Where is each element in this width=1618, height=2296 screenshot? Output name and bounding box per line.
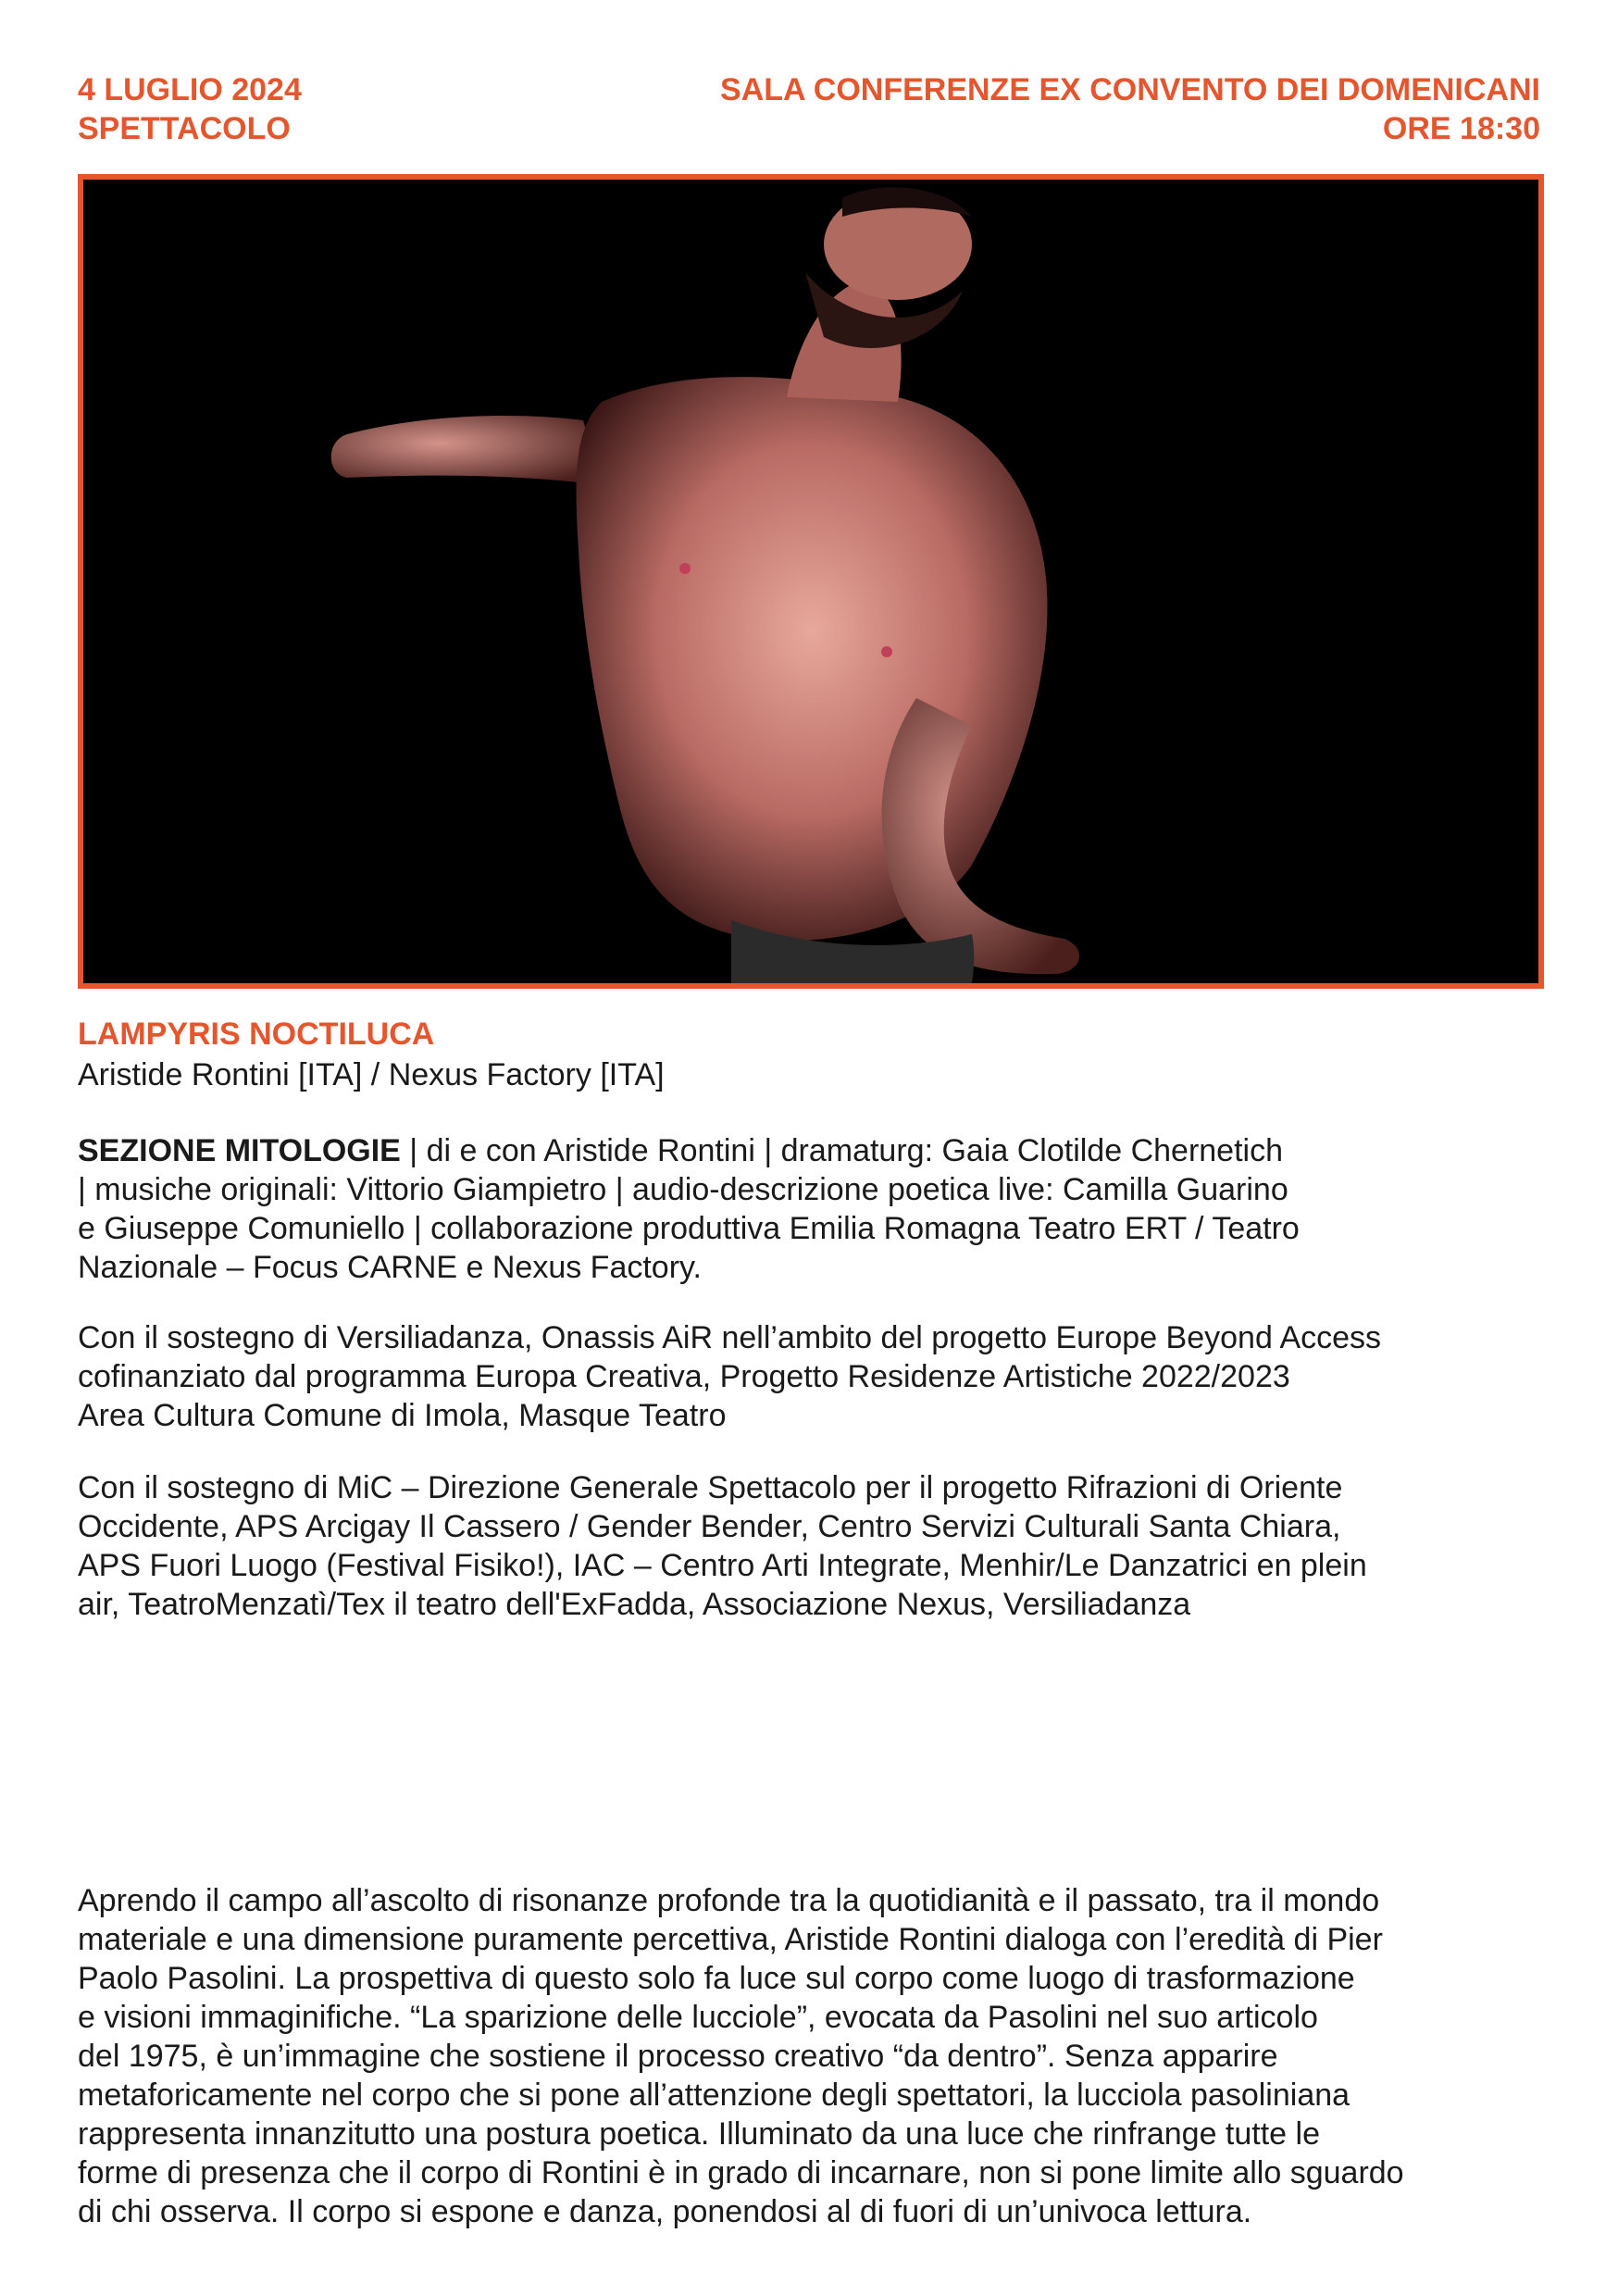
description-paragraph [78,1881,1550,2231]
show-title: LAMPYRIS NOCTILUCA [78,1017,435,1052]
header-left [78,70,302,148]
description-line: Aprendo il campo all’ascolto di risonanze profonde tra la quotidianità e il passato, tra il mondo [78,1883,1380,1918]
description-line: materiale e una dimensione puramente percettiva, Aristide Rontini dialoga con l’eredità di Pier [78,1922,1383,1957]
support-line: Con il sostegno di Versiliadanza, Onassis AiR nell’ambito del progetto Europe Beyond Access [78,1320,1382,1355]
event-venue: SALA CONFERENZE EX CONVENTO DEI DOMENICANI [720,72,1540,107]
event-category: SPETTACOLO [78,111,291,146]
support-line: Area Cultura Comune di Imola, Masque Teatro [78,1398,727,1433]
credits-line [78,1131,1550,1170]
description-line: metaforicamente nel corpo che si pone all’attenzione degli spettatori, la lucciola pasoliniana [78,2078,1350,2113]
support-line: Occidente, APS Arcigay Il Cassero / Gender Bender, Centro Servizi Culturali Santa Chiara, [78,1509,1341,1544]
performer-photo-icon [83,180,1538,983]
credits-line: | musiche originali: Vittorio Giampietro | audio-descrizione poetica live: Camilla Guarino [78,1172,1288,1207]
description-line: di chi osserva. Il corpo si espone e danza, ponendosi al di fuori di un’univoca lettura. [78,2194,1252,2229]
performer-photo [78,174,1544,989]
credits-line-rest: | di e con Aristide Rontini | dramaturg: Gaia Clotilde Chernetich [400,1133,1283,1168]
credits-paragraph [78,1131,1550,1287]
header-right [720,70,1540,148]
section-label: SEZIONE MITOLOGIE [78,1133,401,1168]
support-paragraph-1 [78,1318,1550,1435]
support-line: air, TeatroMenzatì/Tex il teatro dell'ExFadda, Associazione Nexus, Versiliadanza [78,1587,1191,1622]
page-header [78,70,1540,154]
description-line: del 1975, è un’immagine che sostiene il processo creativo “da dentro”. Senza apparire [78,2039,1278,2074]
support-line: APS Fuori Luogo (Festival Fisiko!), IAC – Centro Arti Integrate, Menhir/Le Danzatrici en plein [78,1548,1367,1583]
support-paragraph-2 [78,1468,1550,1624]
description-line: e visioni immaginifiche. “La sparizione delle lucciole”, evocata da Pasolini nel suo articolo [78,2000,1318,2035]
description-line: rappresenta innanzitutto una postura poetica. Illuminato da una luce che rinfrange tutte le [78,2116,1320,2152]
description-line: forme di presenza che il corpo di Rontini è in grado di incarnare, non si pone limite allo sguardo [78,2155,1404,2190]
event-date: 4 LUGLIO 2024 [78,72,302,107]
event-time: ORE 18:30 [1382,111,1540,146]
show-artists: Aristide Rontini [ITA] / Nexus Factory [ITA] [78,1057,665,1092]
credits-line: e Giuseppe Comuniello | collaborazione produttiva Emilia Romagna Teatro ERT / Teatro [78,1211,1300,1246]
support-line: Con il sostegno di MiC – Direzione Generale Spettacolo per il progetto Rifrazioni di Oriente [78,1470,1343,1505]
support-line: cofinanziato dal programma Europa Creativa, Progetto Residenze Artistiche 2022/2023 [78,1359,1290,1394]
description-line: Paolo Pasolini. La prospettiva di questo solo fa luce sul corpo come luogo di trasformazione [78,1961,1355,1996]
credits-line: Nazionale – Focus CARNE e Nexus Factory. [78,1250,702,1285]
